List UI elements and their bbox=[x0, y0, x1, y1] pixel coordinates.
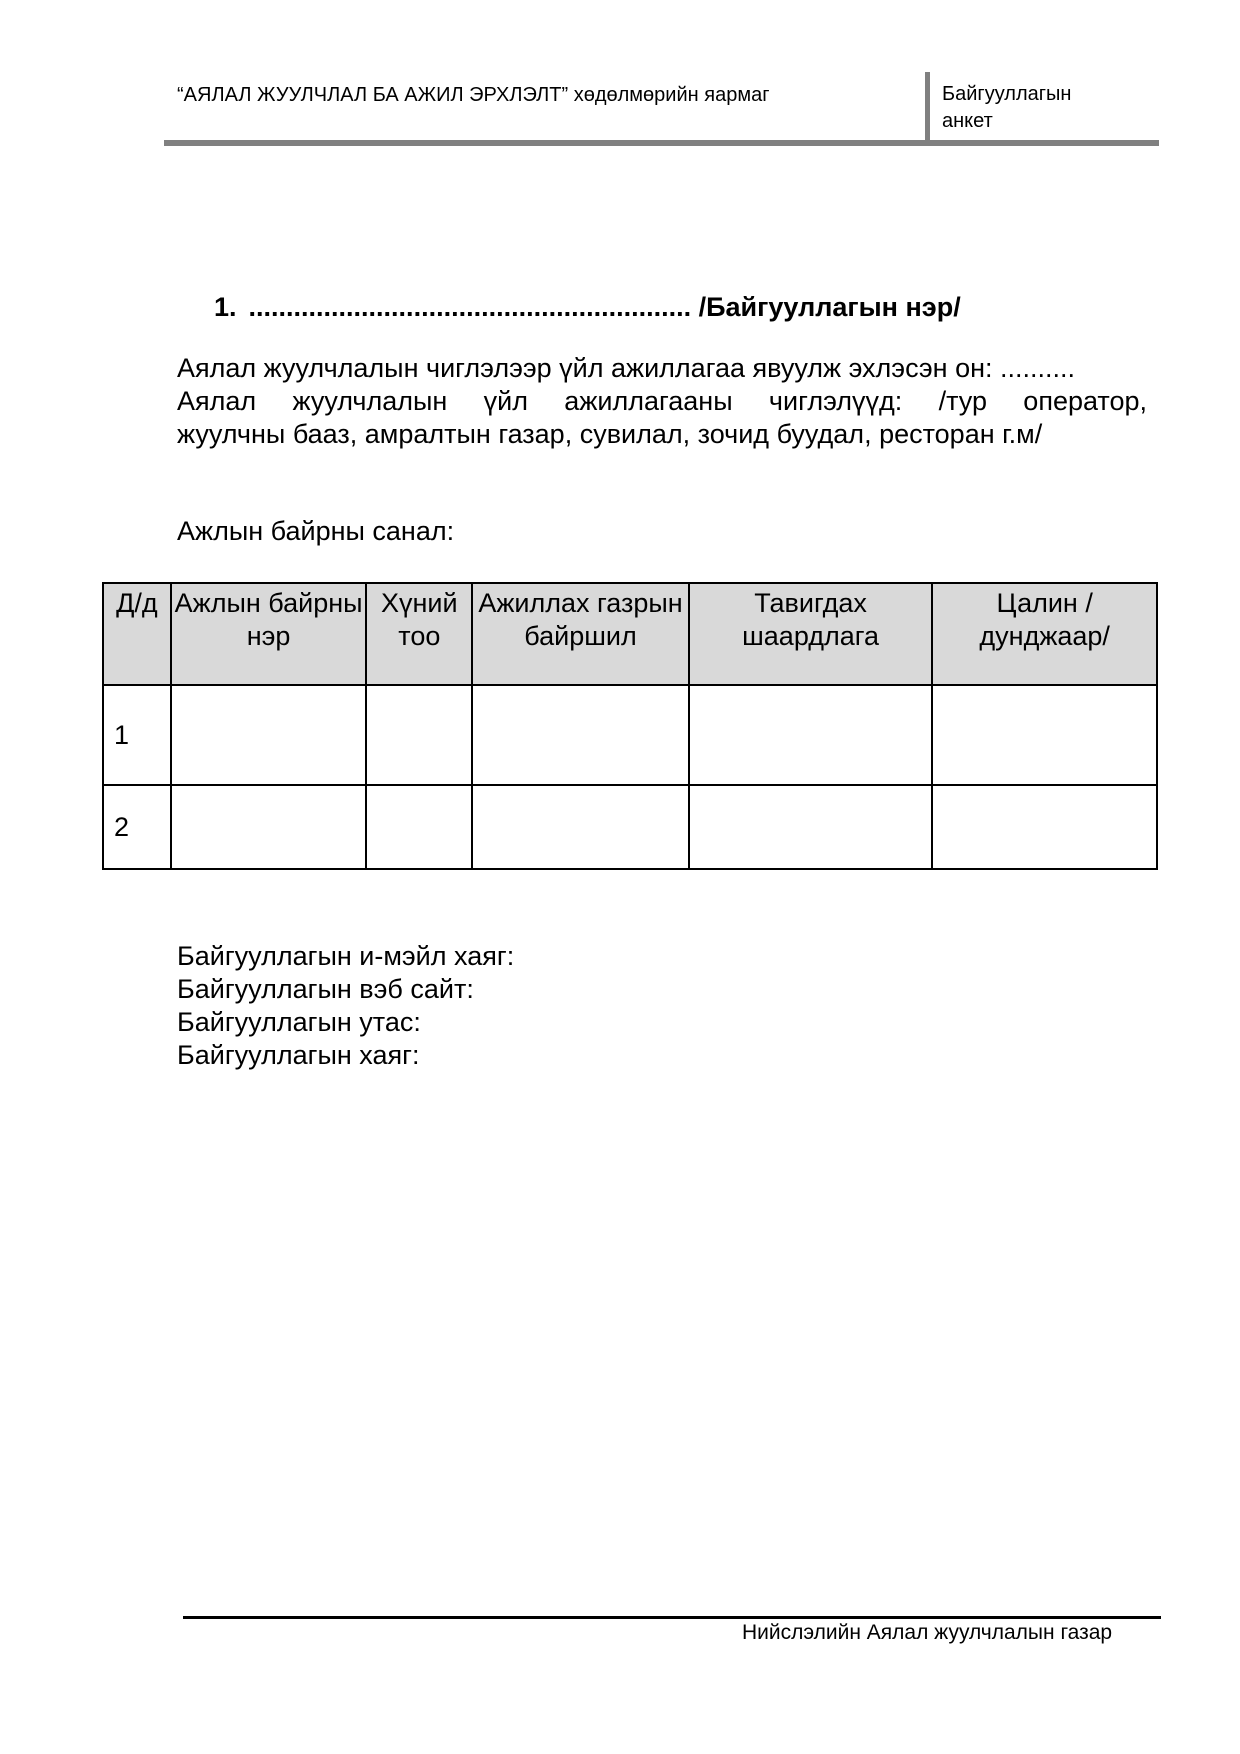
website-label: Байгууллагын вэб сайт: bbox=[177, 974, 474, 1004]
phone-label: Байгууллагын утас: bbox=[177, 1007, 421, 1037]
intro-line-activities: Аялал жуулчлалын үйл ажиллагааны чиглэлүүд: /тур оператор, bbox=[177, 386, 1147, 416]
headcount-cell[interactable] bbox=[366, 685, 472, 785]
column-header-requirements: Тавигдах шаардлага bbox=[689, 583, 933, 685]
address-label: Байгууллагын хаяг: bbox=[177, 1040, 420, 1070]
header-divider bbox=[925, 72, 930, 142]
header-doc-type bbox=[942, 81, 1071, 135]
intro-paragraph bbox=[177, 352, 1147, 451]
column-header-salary: Цалин /дунджаар/ bbox=[932, 583, 1157, 685]
salary-cell[interactable] bbox=[932, 685, 1157, 785]
section-number: 1. bbox=[214, 292, 237, 322]
footer-rule bbox=[183, 1616, 1161, 1619]
requirements-cell[interactable] bbox=[689, 785, 933, 869]
row-number-cell: 2 bbox=[103, 785, 171, 869]
table-row bbox=[103, 685, 1157, 785]
header-doc-type-line2: анкет bbox=[942, 110, 993, 132]
footer-organization: Нийслэлийн Аялал жуулчлалын газар bbox=[742, 1621, 1113, 1644]
column-header-headcount: Хүний тоо bbox=[366, 583, 472, 685]
email-label: Байгууллагын и-мэйл хаяг: bbox=[177, 941, 515, 971]
intro-line-activities-cont: жуулчны бааз, амралтын газар, сувилал, зочид буудал, ресторан г.м/ bbox=[177, 419, 1043, 449]
header-rule bbox=[164, 140, 1159, 146]
column-header-location: Ажиллах газрын байршил bbox=[472, 583, 689, 685]
requirements-cell[interactable] bbox=[689, 685, 933, 785]
job-offer-table bbox=[102, 582, 1158, 870]
table-header-row bbox=[103, 583, 1157, 685]
header-title: “АЯЛАЛ ЖУУЛЧЛАЛ БА АЖИЛ ЭРХЛЭЛТ” хөдөлмөрийн яармаг bbox=[177, 84, 770, 106]
location-cell[interactable] bbox=[472, 785, 689, 869]
column-header-number: Д/д bbox=[103, 583, 171, 685]
header-doc-type-line1: Байгууллагын bbox=[942, 83, 1072, 105]
intro-line-start-year: Аялал жуулчлалын чиглэлээр үйл ажиллагаа явуулж эхлэсэн он: .......... bbox=[177, 353, 1076, 383]
salary-cell[interactable] bbox=[932, 785, 1157, 869]
job-title-cell[interactable] bbox=[171, 685, 367, 785]
headcount-cell[interactable] bbox=[366, 785, 472, 869]
section-title bbox=[214, 292, 961, 323]
job-offer-label: Ажлын байрны санал: bbox=[177, 516, 455, 546]
location-cell[interactable] bbox=[472, 685, 689, 785]
contact-section bbox=[177, 940, 514, 1072]
column-header-job-title: Ажлын байрны нэр bbox=[171, 583, 367, 685]
organization-name-field: ........................................................... /Байгууллагын нэр/ bbox=[248, 292, 961, 322]
row-number-cell: 1 bbox=[103, 685, 171, 785]
table-row bbox=[103, 785, 1157, 869]
job-title-cell[interactable] bbox=[171, 785, 367, 869]
